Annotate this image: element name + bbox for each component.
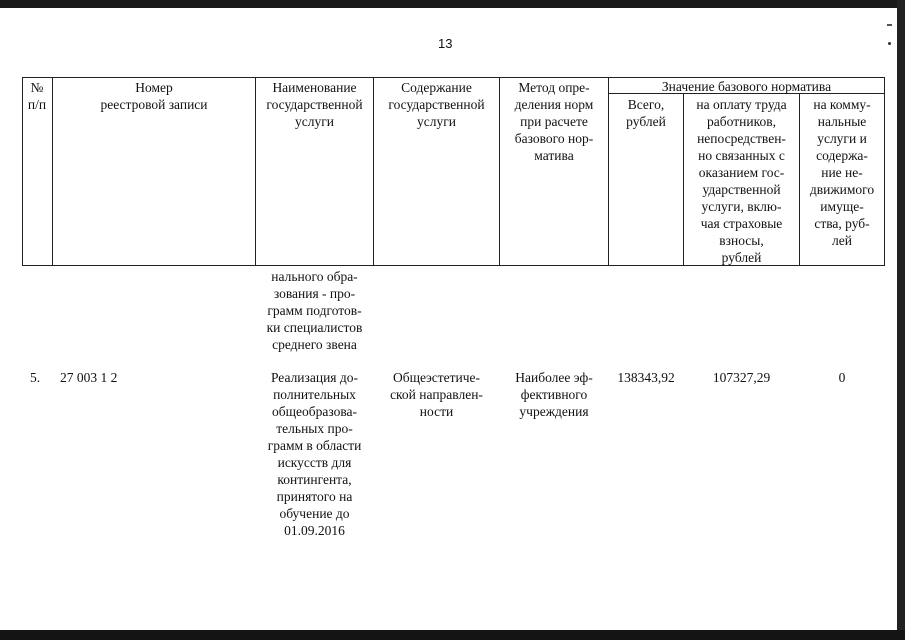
- row-service-content: Общеэстетиче- ской направлен- ности: [390, 370, 483, 419]
- header-utilities: на комму- нальные услуги и содержа- ние не- движимого имуще- ства, руб- лей: [809, 97, 875, 248]
- row-utilities: 0: [838, 370, 846, 385]
- header-num: № п/п: [27, 80, 47, 112]
- scan-speck: [888, 42, 891, 45]
- header-service-name: Наименование государственной услуги: [266, 80, 363, 129]
- page-number: 13: [438, 36, 453, 51]
- row-method: Наиболее эф- фективного учреждения: [515, 370, 593, 419]
- scan-bottom-border: [0, 630, 905, 640]
- header-labor: на оплату труда работников, непосредствен- но связанных с оказанием гос- ударственной услуги, вклю- чая страховые взносы, рублей: [696, 97, 787, 265]
- header-service-content: Содержание государственной услуги: [388, 80, 485, 129]
- scan-top-border: [0, 0, 905, 8]
- header-registry: Номер реестровой записи: [100, 80, 208, 112]
- row-service-name: Реализация до- полнительных общеобразова- тельных про- грамм в области искусств для контингента, принятого на обучение до 01.09.2016: [267, 370, 362, 538]
- row-registry: 27 003 1 2: [60, 370, 118, 385]
- header-method: Метод опре- деления норм при расчете базового нор- матива: [514, 80, 594, 163]
- header-base-value-group: Значение базового норматива: [661, 79, 832, 94]
- header-total: Всего, рублей: [626, 97, 666, 129]
- row-total: 138343,92: [617, 370, 675, 385]
- scan-right-border: [897, 0, 905, 640]
- continuation-service-name: нального обра- зования - про- грамм подготов- ки специалистов среднего звена: [266, 269, 363, 352]
- scan-speck: [887, 24, 892, 26]
- row-num: 5.: [30, 370, 41, 385]
- row-labor: 107327,29: [712, 370, 771, 385]
